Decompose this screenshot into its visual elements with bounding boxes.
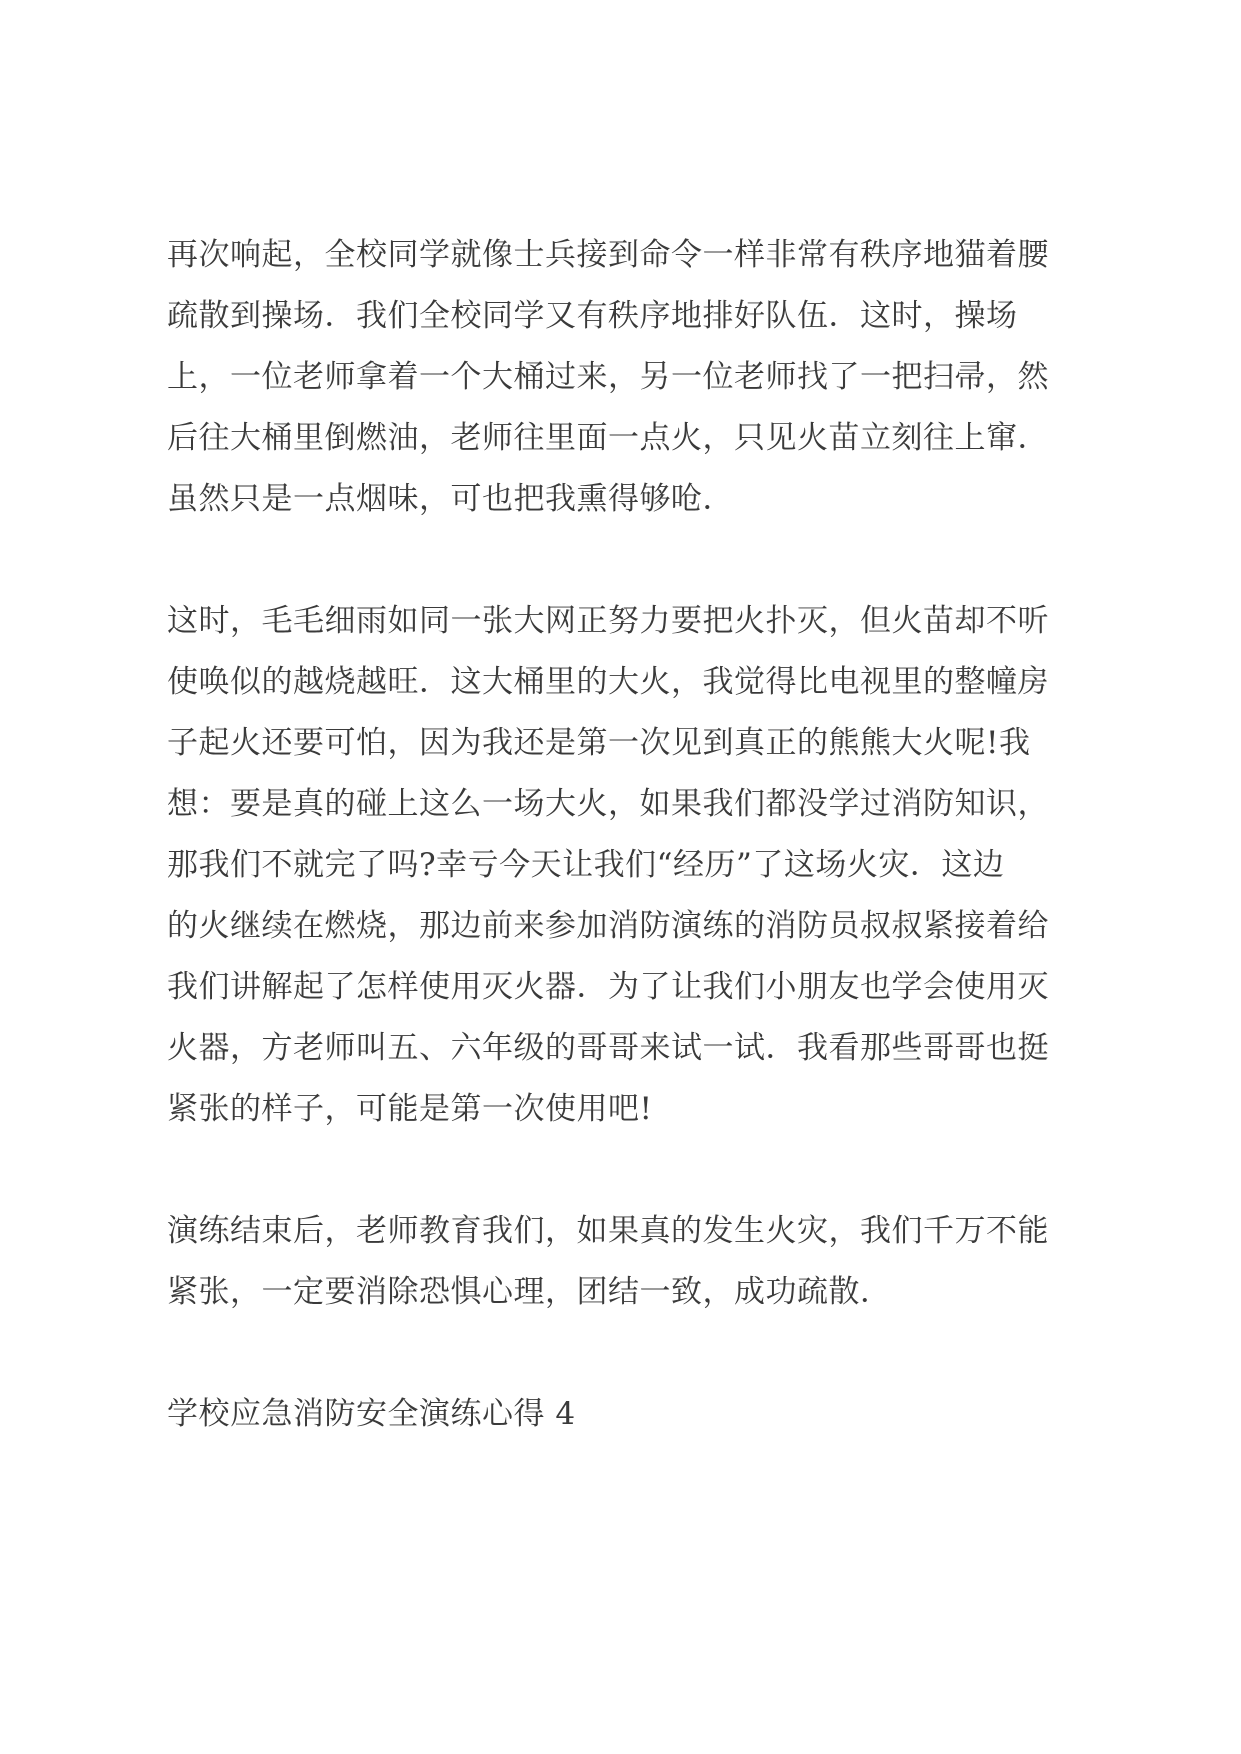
text-line: 虽然只是一点烟味，可也把我熏得够呛． bbox=[167, 481, 734, 517]
paragraph-gap bbox=[167, 530, 1097, 591]
paragraph-2 bbox=[167, 591, 1097, 1140]
text-line: 使唤似的越烧越旺．这大桶里的大火，我觉得比电视里的整幢房 bbox=[167, 664, 1049, 700]
paragraph-3 bbox=[167, 1201, 1097, 1323]
text-line: 这时，毛毛细雨如同一张大网正努力要把火扑灭，但火苗却不听 bbox=[167, 603, 1049, 639]
text-line: 疏散到操场．我们全校同学又有秩序地排好队伍．这时，操场 bbox=[167, 298, 1018, 334]
section-heading-block bbox=[167, 1384, 1097, 1445]
text-line: 紧张的样子，可能是第一次使用吧! bbox=[167, 1091, 653, 1127]
text-line: 子起火还要可怕，因为我还是第一次见到真正的熊熊大火呢!我 bbox=[167, 725, 1031, 761]
text-line: 我们讲解起了怎样使用灭火器．为了让我们小朋友也学会使用灭 bbox=[167, 969, 1049, 1005]
text-line: 上，一位老师拿着一个大桶过来，另一位老师找了一把扫帚，然 bbox=[167, 359, 1049, 395]
paragraph-gap bbox=[167, 1323, 1097, 1384]
paragraph-1 bbox=[167, 225, 1097, 530]
text-line: 后往大桶里倒燃油，老师往里面一点火，只见火苗立刻往上窜． bbox=[167, 420, 1049, 456]
text-line: 火器，方老师叫五、六年级的哥哥来试一试．我看那些哥哥也挺 bbox=[167, 1030, 1049, 1066]
text-line: 想：要是真的碰上这么一场大火，如果我们都没学过消防知识， bbox=[167, 786, 1049, 822]
section-heading: 学校应急消防安全演练心得 4 bbox=[167, 1396, 576, 1432]
text-line: 紧张，一定要消除恐惧心理，团结一致，成功疏散． bbox=[167, 1274, 892, 1310]
text-line: 演练结束后，老师教育我们，如果真的发生火灾，我们千万不能 bbox=[167, 1213, 1049, 1249]
text-line: 那我们不就完了吗?幸亏今天让我们“经历”了这场火灾．这边 bbox=[167, 847, 1005, 883]
paragraph-gap bbox=[167, 1140, 1097, 1201]
text-line: 再次响起，全校同学就像士兵接到命令一样非常有秩序地猫着腰 bbox=[167, 237, 1049, 273]
text-line: 的火继续在燃烧，那边前来参加消防演练的消防员叔叔紧接着给 bbox=[167, 908, 1049, 944]
document-body bbox=[167, 225, 1097, 1445]
